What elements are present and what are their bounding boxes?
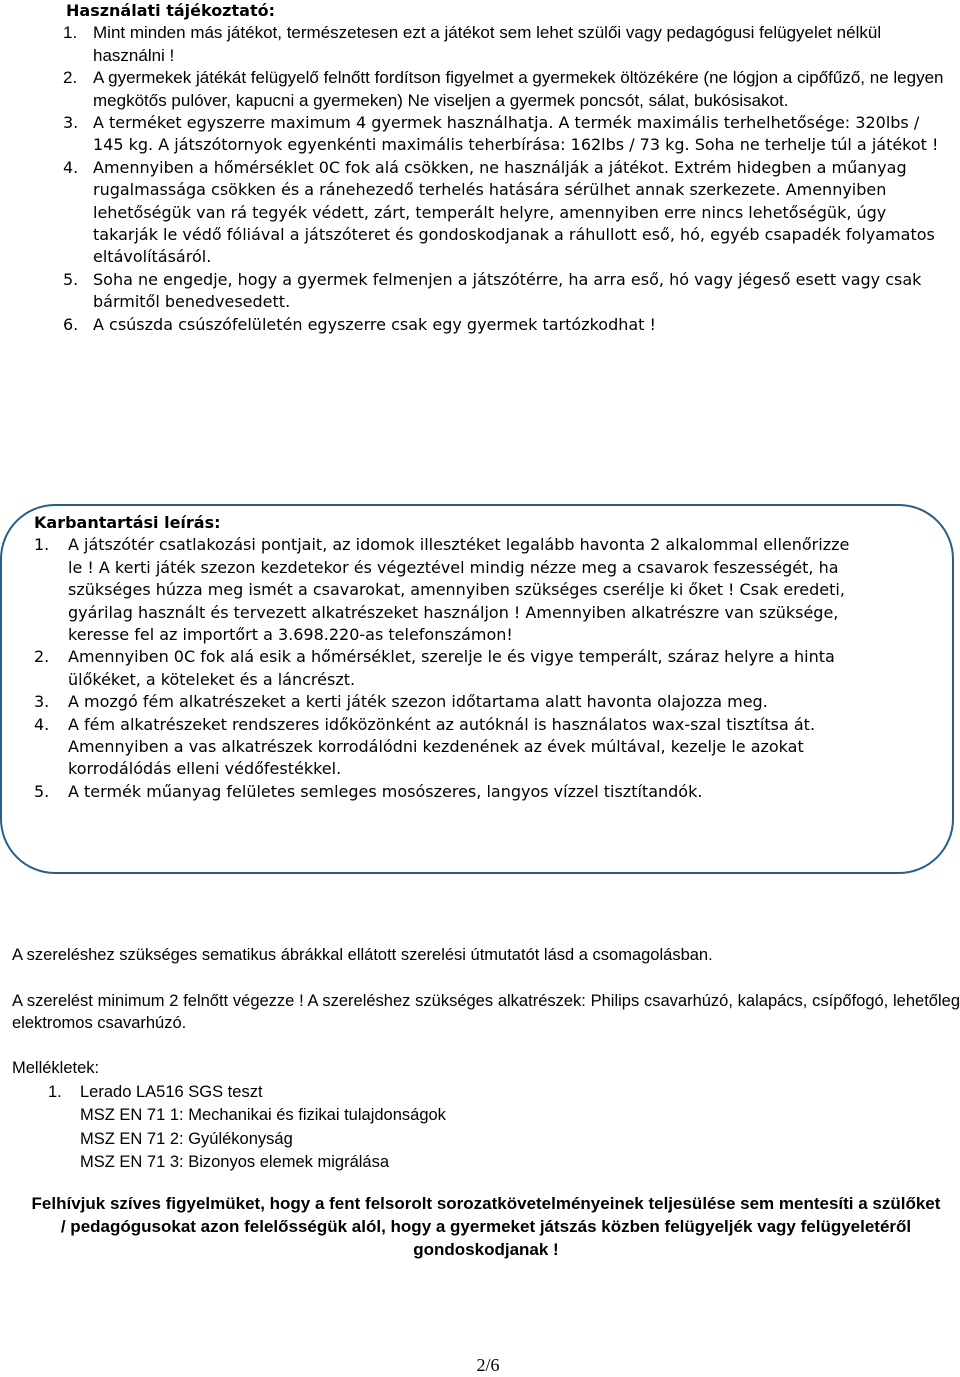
usage-item xyxy=(30,112,946,157)
list-text: A terméket egyszerre maximum 4 gyermek használhatja. A termék maximális terhelhetősége: 320lbs / 145 kg. A játszótornyok egyenkénti maximális teherbírása: 162lbs / 73 kg. Soha ne terhelje túl a játékot ! xyxy=(93,113,939,155)
list-number: 5. xyxy=(63,269,79,289)
usage-list xyxy=(30,22,946,336)
list-number: 4. xyxy=(63,157,79,177)
attachment-sub-item: MSZ EN 71 2: Gyúlékonyság xyxy=(80,1129,293,1148)
list-number: 2. xyxy=(34,647,50,667)
list-number: 3. xyxy=(63,113,79,133)
maintenance-item xyxy=(2,781,850,803)
list-text: Amennyiben a hőmérséklet 0C fok alá csökken, ne használják a játékot. Extrém hidegben a műanyag rugalmassága csökken és a ránehezedő terhelés hatására sérülhet annak szerkezete. Amennyiben lehetőségük van rá tegyék védett, zárt, temperált helyre, amennyiben erre nincs lehetőségük, úgy takarják le védő fóliával a játszóteret és gondoskodjanak a ráhullott eső, hó, egyéb csapadék folyamatos eltávolításáról. xyxy=(93,157,935,267)
list-text: A termék műanyag felületes semleges mosószeres, langyos vízzel tisztítandók. xyxy=(68,781,703,801)
attachments-section xyxy=(12,1057,912,1175)
usage-title: Használati tájékoztató: xyxy=(66,1,275,20)
attachment-sub-item: MSZ EN 71 1: Mechanikai és fizikai tulajdonságok xyxy=(80,1106,446,1124)
maintenance-section xyxy=(34,512,850,803)
maintenance-item xyxy=(2,646,850,691)
list-text: A fém alkatrészeket rendszeres időközönként az autóknál is használatos wax-szal tisztítsa át. Amennyiben a vas alkatrészek korrodálódni kezdenének az évek múltával, kezelje le azokat korrodálódás elleni védőfestékkel. xyxy=(68,714,816,779)
attachment-item xyxy=(12,1081,912,1105)
assembly-note: A szereléshez szükséges sematikus ábrákkal ellátott szerelési útmutatót lásd a csomagolásban. xyxy=(12,946,713,964)
maintenance-list xyxy=(2,534,850,803)
maintenance-item xyxy=(2,714,850,781)
list-text: A játszótér csatlakozási pontjait, az idomok illesztéket legalább havonta 2 alkalommal ellenőrizze le ! A kerti játék szezon kezdetekor és végeztével mindig nézze meg a csavarok feszességét, ha szükséges húzza meg ismét a csavarokat, amennyiben szükséges cserélje ki őket ! Csak eredeti, gyárilag használt és tervezett alkatrészeket használjon ! Amennyiben alkatrészre van szüksége, keresse fel az importőrt a 3.698.220-as telefonszámon! xyxy=(68,535,850,645)
list-text: A mozgó fém alkatrészeket a kerti játék szezon időtartama alatt havonta olajozza meg. xyxy=(68,692,768,712)
supervision-notice: Felhívjuk szíves figyelmüket, hogy a fent felsorolt sorozatkövetelményeinek teljesülése sem mentesíti a szülőket / pedagógusokat azon felelősségük alól, hogy a gyermeket játszás közben felügyeljék vagy felügyeletéről gondoskodjanak ! xyxy=(31,1194,941,1259)
list-text: Amennyiben 0C fok alá esik a hőmérséklet, szerelje le és vigye temperált, száraz helyre a hinta ülőkéket, a köteleket és a láncrészt. xyxy=(68,647,835,689)
list-number: 3. xyxy=(34,692,50,712)
usage-item xyxy=(30,314,946,336)
usage-item xyxy=(30,157,946,269)
list-number: 1. xyxy=(34,535,50,555)
attachment-sub-item: MSZ EN 71 3: Bizonyos elemek migrálása xyxy=(80,1153,390,1171)
attachment-text: Lerado LA516 SGS teszt xyxy=(80,1082,263,1101)
maintenance-item xyxy=(2,691,850,713)
list-number: 1. xyxy=(48,1082,62,1101)
page-number: 2/6 xyxy=(476,1355,500,1375)
usage-item xyxy=(30,269,946,314)
usage-section xyxy=(63,0,946,336)
usage-item xyxy=(30,22,946,67)
attachments-title: Mellékletek: xyxy=(12,1059,100,1077)
list-text: A csúszda csúszófelületén egyszerre csak egy gyermek tartózkodhat ! xyxy=(93,314,656,334)
list-number: 5. xyxy=(34,781,50,801)
list-text: Mint minden más játékot, természetesen ezt a játékot sem lehet szülői vagy pedagógusi felügyelet nélkül használni ! xyxy=(93,23,882,65)
list-number: 4. xyxy=(34,714,50,734)
list-number: 1. xyxy=(63,23,78,43)
maintenance-title: Karbantartási leírás: xyxy=(34,513,221,532)
list-number: 6. xyxy=(63,314,79,334)
list-number: 2. xyxy=(63,68,78,88)
assembly-requirements: A szerelést minimum 2 felnőtt végezze ! A szereléshez szükséges alkatrészek: Philips csavarhúzó, kalapács, csípőfogó, lehetőleg elektromos csavarhúzó. xyxy=(12,992,960,1032)
list-text: Soha ne engedje, hogy a gyermek felmenjen a játszótérre, ha arra eső, hó vagy jégeső esett vagy csak bármitől benedvesedett. xyxy=(93,269,922,312)
maintenance-item xyxy=(2,534,850,646)
list-text: A gyermekek játékát felügyelő felnőtt fordítson figyelmet a gyermekek öltözékére (ne lógjon a cipőfűző, ne legyen megkötős pulóver, kapucni a gyermeken) Ne viseljen a gyermek poncsót, sálat, bukósisakot. xyxy=(93,68,944,110)
usage-item xyxy=(30,67,946,112)
